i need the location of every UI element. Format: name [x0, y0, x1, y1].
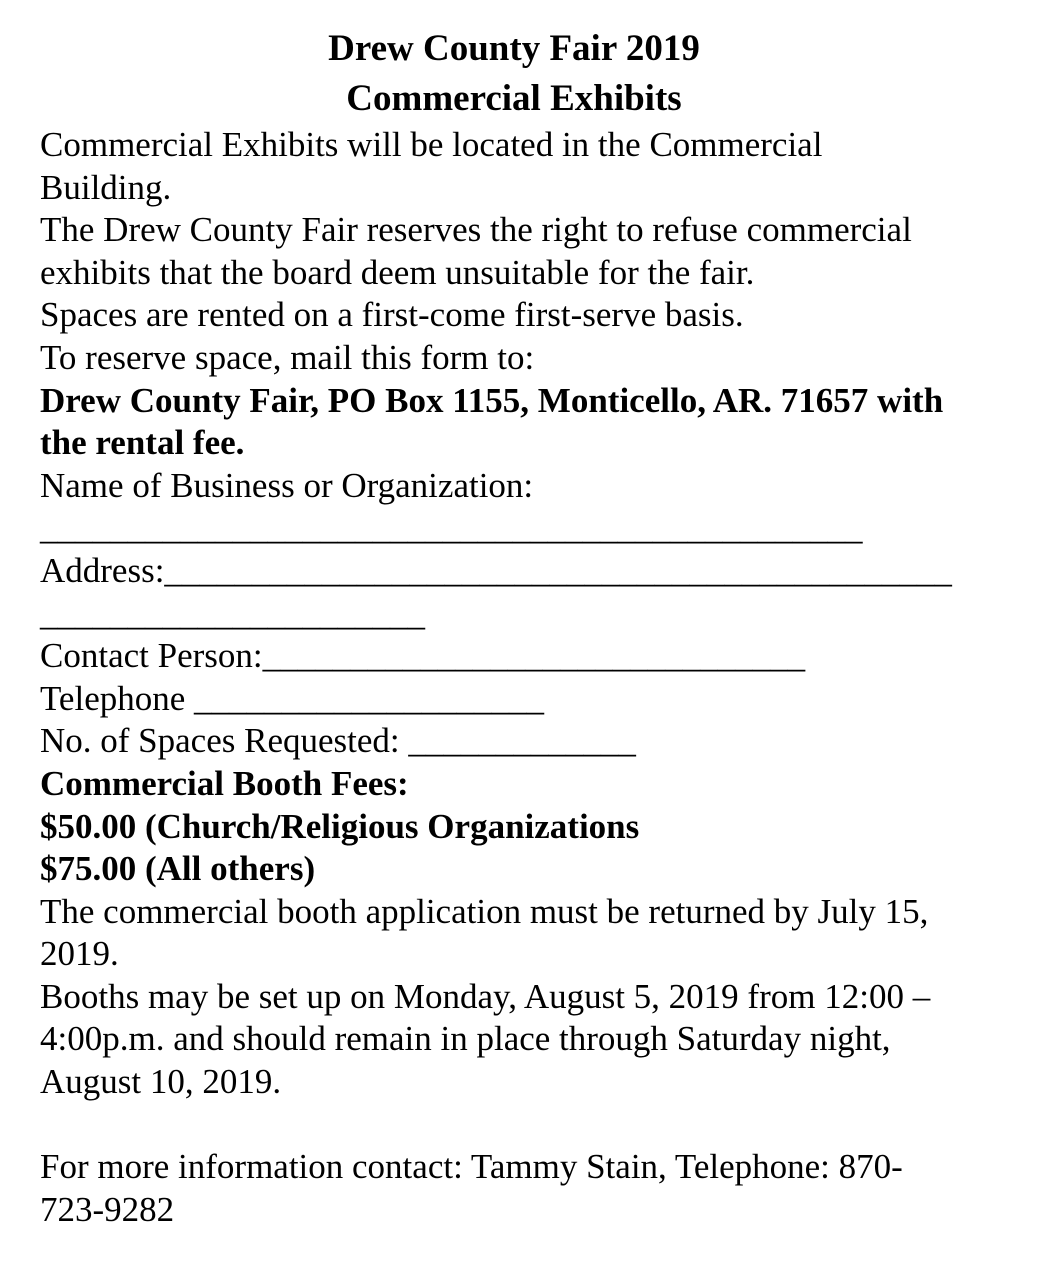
return-deadline-line1: The commercial booth application must be returned by July 15, [40, 891, 929, 931]
contact-person-field[interactable]: Contact Person:_______________________________ [40, 636, 806, 676]
spaces-requested-field[interactable]: No. of Spaces Requested: _____________ [40, 721, 636, 761]
document-page [40, 24, 1000, 1231]
refuse-text-line2: exhibits that the board deem unsuitable for the fair. [40, 252, 755, 292]
address-field-line2[interactable]: ______________________ [40, 593, 425, 633]
mail-address-line2: the rental fee. [40, 423, 245, 463]
location-text-line2: Building. [40, 167, 172, 207]
refuse-text-line1: The Drew County Fair reserves the right to refuse commercial [40, 210, 912, 250]
setup-text-line2: 4:00p.m. and should remain in place through Saturday night, [40, 1019, 891, 1059]
other-fee-text: $75.00 (All others) [40, 849, 316, 889]
contact-info-line2: 723-9282 [40, 1189, 175, 1229]
spacer [40, 1104, 1000, 1147]
spaces-basis-text: Spaces are rented on a first-come first-serve basis. [40, 295, 744, 335]
business-name-label: Name of Business or Organization: [40, 465, 534, 505]
setup-text-line1: Booths may be set up on Monday, August 5, 2019 from 12:00 – [40, 976, 931, 1016]
contact-info-line1: For more information contact: Tammy Stain, Telephone: 870- [40, 1147, 903, 1187]
document-title-line2: Commercial Exhibits [346, 78, 682, 119]
document-title-line1: Drew County Fair 2019 [328, 28, 700, 69]
reserve-intro-text: To reserve space, mail this form to: [40, 337, 535, 377]
address-field[interactable]: Address:_____________________________________________ [40, 550, 952, 590]
location-text-line1: Commercial Exhibits will be located in the Commercial [40, 125, 823, 164]
setup-text-line3: August 10, 2019. [40, 1062, 282, 1102]
church-fee-text: $50.00 (Church/Religious Organizations [40, 806, 640, 846]
mail-address-line1: Drew County Fair, PO Box 1155, Monticello, AR. 71657 with [40, 380, 944, 420]
telephone-field[interactable]: Telephone ____________________ [40, 678, 545, 718]
booth-fees-heading: Commercial Booth Fees: [40, 763, 409, 803]
return-deadline-line2: 2019. [40, 934, 119, 974]
business-name-field[interactable]: _______________________________________________ [40, 508, 863, 548]
